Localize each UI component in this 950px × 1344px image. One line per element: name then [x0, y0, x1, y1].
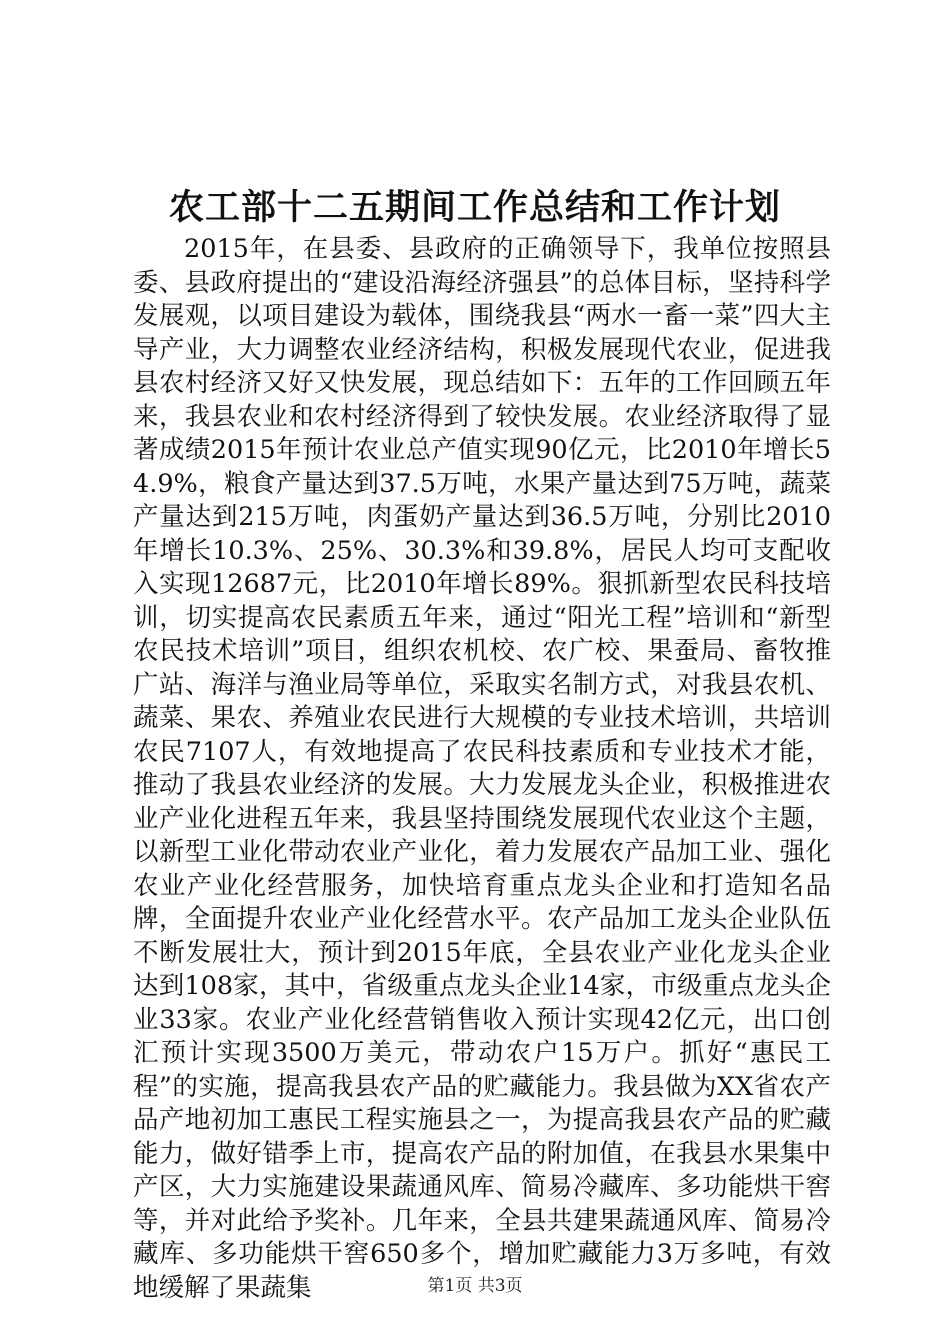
document-body-paragraph: 2015年，在县委、县政府的正确领导下，我单位按照县委、县政府提出的“建设沿海经济强县”的总体目标，坚持科学发展观，以项目建设为载体，围绕我县“两水一畜一菜”四大主导产业，大力调整农业经济结构，积极发展现代农业，促进我县农村经济又好又快发展，现总结如下：五年的工作回顾五年来，我县农业和农村经济得到了较快发展。农业经济取得了显著成绩2015年预计农业总产值实现90亿元，比2010年增长54.9%，粮食产量达到37.5万吨，水果产量达到75万吨，蔬菜产量达到215万吨，肉蛋奶产量达到36.5万吨，分别比2010年增长10.3%、25%、30.3%和39.8%，居民人均可支配收入实现12687元，比2010年增长89%。狠抓新型农民科技培训，切实提高农民素质五年来，通过“阳光工程”培训和“新型农民技术培训”项目，组织农机校、农广校、果蚕局、畜牧推广站、海洋与渔业局等单位，采取实名制方式，对我县农机、蔬菜、果农、养殖业农民进行大规模的专业技术培训，共培训农民7107人，有效地提高了农民科技素质和专业技术才能，推动了我县农业经济的发展。大力发展龙头企业，积极推进农业产业化进程五年来，我县坚持围绕发展现代农业这个主题，以新型工业化带动农业产业化，着力发展农产品加工业、强化农业产业化经营服务，加快培育重点龙头企业和打造知名品牌，全面提升农业产业化经营水平。农产品加工龙头企业队伍不断发展壮大，预计到2015年底，全县农业产业化龙头企业达到108家，其中，省级重点龙头企业14家，市级重点龙头企业33家。农业产业化经营销售收入预计实现42亿元，出口创汇预计实现3500万美元，带动农户15万户。抓好“惠民工程”的实施，提高我县农产品的贮藏能力。我县做为XX省农产品产地初加工惠民工程实施县之一，为提高我县农产品的贮藏能力，做好错季上市，提高农产品的附加值，在我县水果集中产区，大力实施建设果蔬通风库、简易冷藏库、多功能烘干窖等，并对此给予奖补。几年来，全县共建果蔬通风库、简易冷藏库、多功能烘干窖650多个，增加贮藏能力3万多吨，有效地缓解了果蔬集	[133, 234, 831, 1303]
page-number-footer: 第1页 共3页	[427, 1276, 523, 1296]
document-title: 农工部十二五期间工作总结和工作计划	[168, 187, 781, 228]
